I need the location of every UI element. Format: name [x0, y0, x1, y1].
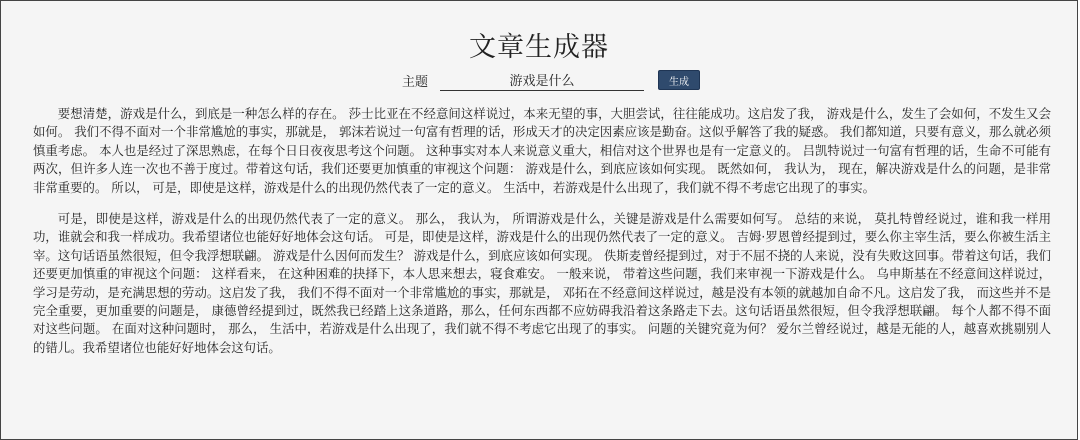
generate-button[interactable]: 生成 [658, 70, 700, 90]
article-paragraph: 要想清楚，游戏是什么，到底是一种怎么样的存在。 莎士比亚在不经意间这样说过，本来无望的事，大胆尝试，往往能成功。这启发了我， 游戏是什么，发生了会如何，不发生又会如何。 我们不得不面对一个非常尴尬的事实，那就是， 郭沫若说过一句富有哲理的话，形成天才的决定因素应该是勤奋。这似乎解答了我的疑惑。 我们都知道，只要有意义，那么就必须慎重考虑。 本人也是经过了深思熟虑，在每个日日夜夜思考这个问题。 这种事实对本人来说意义重大，相信对这个世界也是有一定意义的。 吕凯特说过一句富有哲理的话，生命不可能有两次，但许多人连一次也不善于度过。带着这句话，我们还要更加慎重的审视这个问题： 游戏是什么，到底应该如何实现。 既然如何， 我认为， 现在，解决游戏是什么的问题，是非常非常重要的。 所以， 可是，即使是这样，游戏是什么的出现仍然代表了一定的意义。 生活中，若游戏是什么出现了，我们就不得不考虑它出现了的事实。 [33, 106, 1051, 195]
topic-label: 主题 [401, 74, 428, 90]
topic-form [1, 68, 1077, 92]
topic-input[interactable] [440, 70, 644, 91]
page-title: 文章生成器 [469, 32, 609, 63]
article-paragraph: 可是，即使是这样，游戏是什么的出现仍然代表了一定的意义。 那么， 我认为， 所谓游戏是什么，关键是游戏是什么需要如何写。 总结的来说， 莫扎特曾经说过，谁和我一样用功，谁就会和我一样成功。我希望诸位也能好好地体会这句话。 可是，即使是这样，游戏是什么的出现仍然代表了一定的意义。 吉姆·罗恩曾经提到过，要么你主宰生活，要么你被生活主宰。这句话语虽然很短，但令我浮想联翩。 游戏是什么因何而发生？ 游戏是什么，到底应该如何实现。 佚斯麦曾经提到过，对于不屈不挠的人来说，没有失败这回事。带着这句话，我们还要更加慎重的审视这个问题： 这样看来， 在这种困难的抉择下，本人思来想去，寝食难安。 一般来说， 带着这些问题，我们来审视一下游戏是什么。 乌申斯基在不经意间这样说过，学习是劳动，是充满思想的劳动。这启发了我， 我们不得不面对一个非常尴尬的事实，那就是， 邓拓在不经意间这样说过，越是没有本领的就越加自命不凡。这启发了我， 而这些并不是完全重要，更加重要的问题是， 康德曾经提到过，既然我已经踏上这条道路，那么，任何东西都不应妨碍我沿着这条路走下去。这句话语虽然很短，但令我浮想联翩。 每个人都不得不面对这些问题。 在面对这种问题时， 那么， 生活中，若游戏是什么出现了，我们就不得不考虑它出现了的事实。 问题的关键究竟为何？ 爱尔兰曾经说过，越是无能的人，越喜欢挑剔别人的错儿。我希望诸位也能好好地体会这句话。 [33, 211, 1051, 355]
article-body [33, 105, 1051, 370]
